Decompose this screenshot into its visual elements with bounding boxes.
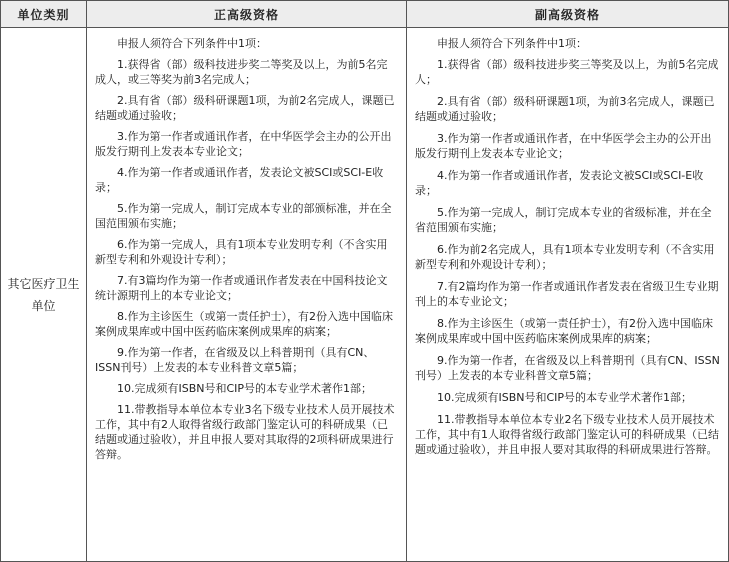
senior-item-4: 4.作为第一作者或通讯作者，发表论文被SCI或SCI-E收录； xyxy=(95,166,384,194)
deputy-item-6: 6.作为前2名完成人，具有1项本专业发明专利（不含实用新型专利和外观设计专利）； xyxy=(415,243,715,271)
deputy-item-11: 11.带教指导本单位本专业2名下级专业技术人员开展技术工作，其中有1人取得省级行政部门鉴定认可的科研成果（已结题或通过验收），并且申报人要对其取得的科研成果进行答辩。 xyxy=(415,413,719,456)
senior-item-7: 7.有3篇均作为第一作者或通讯作者发表在中国科技论文统计源期刊上的本专业论文； xyxy=(95,274,388,302)
header-row xyxy=(1,1,729,28)
senior-item-8: 8.作为主诊医生（或第一责任护士），有2份入选中国临床案例成果库或中国中医药临床案例成果库的病案； xyxy=(95,310,393,338)
senior-item-1: 1.获得省（部）级科技进步奖二等奖及以上，为前5名完成人，或三等奖为前3名完成人； xyxy=(95,58,388,86)
deputy-item-3: 3.作为第一作者或通讯作者，在中华医学会主办的公开出版发行期刊上发表本专业论文； xyxy=(415,132,712,160)
header-senior: 正高级资格 xyxy=(87,1,407,28)
header-deputy-senior: 副高级资格 xyxy=(407,1,729,28)
deputy-item-9: 9.作为第一作者，在省级及以上科普期刊（具有CN、ISSN刊号）上发表的本专业科普文章5篇； xyxy=(415,354,720,382)
deputy-intro: 申报人须符合下列条件中1项： xyxy=(437,37,587,50)
senior-item-10: 10.完成须有ISBN号和CIP号的本专业学术著作1部； xyxy=(117,382,373,395)
deputy-item-10: 10.完成须有ISBN号和CIP号的本专业学术著作1部； xyxy=(437,391,693,404)
deputy-item-7: 7.有2篇均作为第一作者或通讯作者发表在省级卫生专业期刊上的本专业论文； xyxy=(415,280,719,308)
deputy-item-2: 2.具有省（部）级科研课题1项，为前3名完成人，课题已结题或通过验收； xyxy=(415,95,715,123)
deputy-item-8: 8.作为主诊医生（或第一责任护士），有2份入选中国临床案例成果库或中国中医药临床案例成果库的病案； xyxy=(415,317,713,345)
senior-item-5: 5.作为第一完成人，制订完成本专业的部颁标准，并在全国范围颁布实施； xyxy=(95,202,392,230)
senior-requirements xyxy=(87,28,407,562)
senior-item-2: 2.具有省（部）级科研课题1项，为前2名完成人，课题已结题或通过验收； xyxy=(95,94,395,122)
senior-item-9: 9.作为第一作者，在省级及以上科普期刊（具有CN、ISSN刊号）上发表的本专业科普文章5篇； xyxy=(95,346,375,374)
senior-item-11: 11.带教指导本单位本专业3名下级专业技术人员开展技术工作，其中有2人取得省级行政部门鉴定认可的科研成果（已结题或通过验收），并且申报人要对其取得的2项科研成果进行答辩。 xyxy=(95,403,395,461)
unit-type-cell: 其它医疗卫生单位 xyxy=(1,28,87,562)
table-row xyxy=(1,28,729,562)
senior-intro: 申报人须符合下列条件中1项： xyxy=(117,37,267,50)
senior-item-6: 6.作为第一完成人，具有1项本专业发明专利（不含实用新型专利和外观设计专利）； xyxy=(95,238,388,266)
header-unit-type: 单位类别 xyxy=(1,1,87,28)
deputy-item-4: 4.作为第一作者或通讯作者，发表论文被SCI或SCI-E收录； xyxy=(415,169,704,197)
deputy-senior-requirements xyxy=(407,28,729,562)
senior-item-3: 3.作为第一作者或通讯作者，在中华医学会主办的公开出版发行期刊上发表本专业论文； xyxy=(95,130,392,158)
deputy-item-1: 1.获得省（部）级科技进步奖三等奖及以上，为前5名完成人； xyxy=(415,58,719,86)
deputy-item-5: 5.作为第一完成人，制订完成本专业的省级标准，并在全省范围颁布实施； xyxy=(415,206,712,234)
